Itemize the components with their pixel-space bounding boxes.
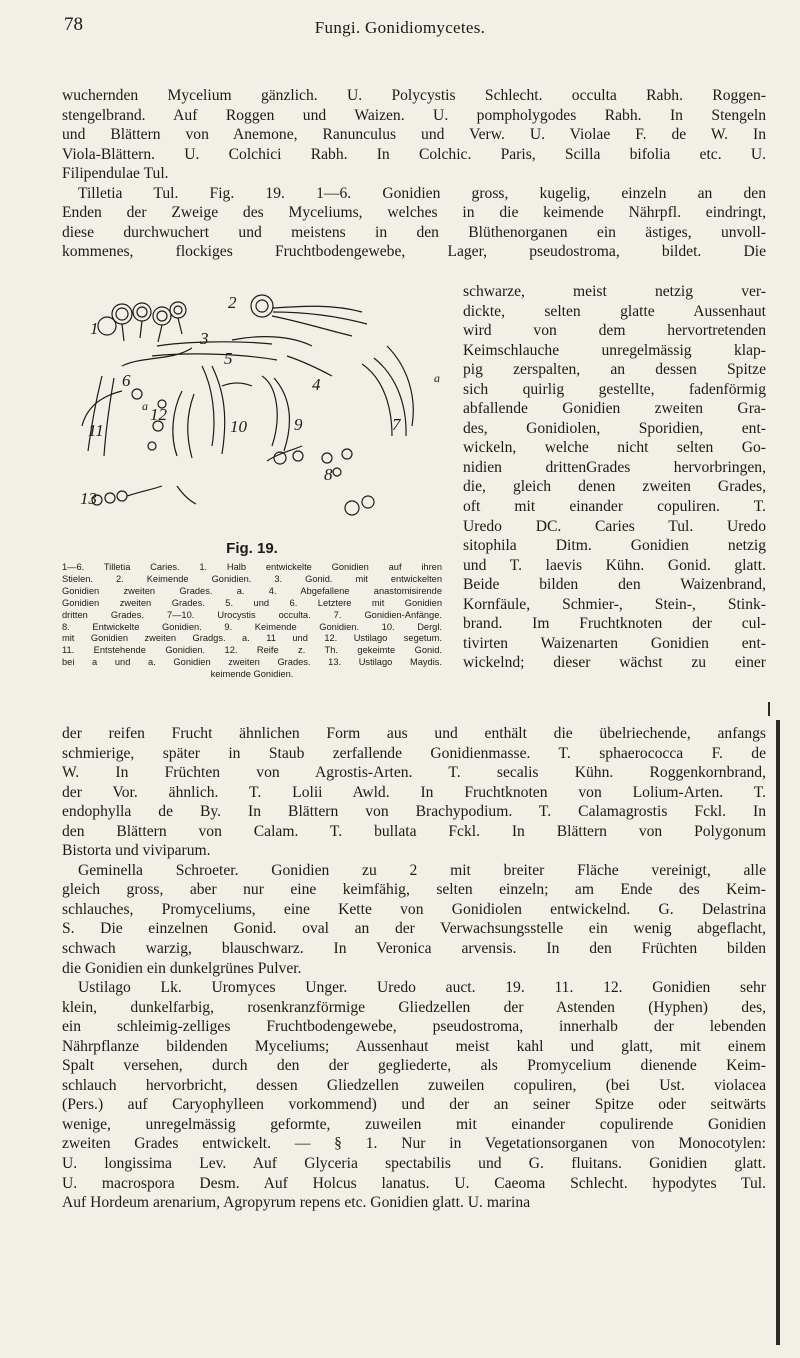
page-edge-bar [776,720,780,1345]
legend-line: dritten Grades. 7—10. Urocystis occulta. 7. Gonidien-Anfänge. [62,609,442,620]
group-11-13 [82,391,196,505]
legend-line: Gonidien zweiten Grades. 5. und 6. Letztere mit Gonidien [62,597,442,608]
text-line: schwach warzig, blauschwarz. In Veronica arvensis. In den Früchten bilden [62,940,766,958]
legend-line: 1—6. Tilletia Caries. 1. Halb entwickelte Gonidien auf ihren [62,562,442,572]
text-line: klein, dunkelfarbig, rosenkranzförmige Gliedzellen der Astenden (Hyphen) des, [62,998,766,1016]
text-line: und T. laevis Kühn. Gonid. glatt. [463,556,766,574]
fig-number-13: 13 [80,489,97,508]
fig-number-8: 8 [324,465,333,484]
text-line: abfallende Gonidien zweiten Gra- [463,400,766,418]
legend-line: bei a und a. Gonidien zweiten Grades. 13. Ustilago Maydis. [62,657,442,668]
text-line: wenige, unregelmässig geformte, zuweilen mit einander copulirende Gonidien [62,1115,766,1133]
fig-number-12: 12 [150,405,167,424]
text-line: wird von dem hervortretenden [463,322,766,340]
legend-line: 11. Entstehende Gonidien. 12. Reife z. Th. gekeimte Gonid. [62,645,442,656]
running-head: Fungi. Gonidiomycetes. [314,18,486,37]
fig-number-11: 11 [88,421,104,440]
text-line: den Blättern von Calam. T. bullata Fckl. In Blättern von Polygonum [62,822,766,840]
text-line: W. In Früchten von Agrostis-Arten. T. secalis Kühn. Roggenkornbrand, [62,764,766,782]
text-line: Filipendulae Tul. [62,165,169,183]
text-line: endophylla de By. In Blättern von Brachypodium. T. Calamagrostis Fckl. In [62,803,766,821]
text-line: S. Die einzelnen Gonid. oval an der Verwachsungsstelle ein wenig abgeflacht, [62,920,766,938]
text-line: Auf Hordeum arenarium, Agropyrum repens etc. Gonidien glatt. U. marina [62,1194,531,1212]
page-edge-mark [768,702,776,716]
text-block-top [62,86,766,262]
text-line: sich quirlig gestellte, fadenförmig [463,380,766,398]
text-line: diese durchwuchert und meistens in den Blüthenorganen ein ästiges, unvoll- [62,223,766,241]
fig-number-7: 7 [392,415,401,434]
page-number: 78 [64,14,83,35]
text-line: zweiten Grades entwickelt. — § 1. Nur in Vegetationsorganen von Monocotylen: [62,1135,766,1153]
fig-number-1: 1 [90,319,99,338]
text-line: Geminella Schroeter. Gonidien zu 2 mit breiter Fläche vereinigt, alle [78,861,766,879]
text-line: Uredo DC. Caries Tul. Uredo [463,517,766,535]
text-line: die Gonidien ein dunkelgrünes Pulver. [62,959,302,977]
fig-number-2: 2 [228,293,237,312]
text-line: wickeln, welche nicht selten Go- [463,439,766,457]
fig-number-10: 10 [230,417,247,436]
text-line: (Pers.) auf Caryophylleen vorkommend) und der an seiner Spitze oder seitwärts [62,1096,766,1114]
text-line: nidien drittenGrades hervorbringen, [463,458,766,476]
legend-line: keimende Gonidien. [210,669,294,680]
group-1-spores [98,302,186,342]
figure-19 [62,286,452,680]
text-line: Beide bilden den Waizenbrand, [463,576,766,594]
text-line: kommenes, flockiges Fruchtbodengewebe, Lager, pseudostroma, bildet. Die [62,243,766,261]
text-line: tivirten Waizenarten Gonidien ent- [463,634,766,652]
text-line: Keimschlauche unregelmässig klap- [463,341,766,359]
text-line: brand. Im Fruchtknoten der cul- [463,615,766,633]
text-line: Bistorta und viviparum. [62,842,211,860]
fig-number-4: 4 [312,375,321,394]
text-block-right [463,282,766,673]
text-line: und Blättern von Anemone, Ranunculus und Verw. U. Violae F. de W. In [62,126,766,144]
text-line: wuchernden Mycelium gänzlich. U. Polycystis Schlecht. occulta Rabh. Roggen- [62,87,766,104]
text-line: oft mit einander copuliren. T. [463,498,766,516]
text-line: Nährpflanze bildenden Myceliums; Aussenhaut meist kahl und glatt, mit einem [62,1037,766,1055]
fig-letter-a-left: a [142,399,148,413]
text-line: dickte, selten glatte Aussenhaut [463,302,766,320]
fig-number-3: 3 [200,329,209,348]
legend-line: mit Gonidien zweiten Gradgs. a. 11 und 12. Ustilago segetum. [62,633,442,644]
text-line: Enden der Zweige des Myceliums, welches in die keimende Nährpfl. eindringt, [62,204,766,222]
text-line: schwarze, meist netzig ver- [463,283,766,300]
text-block-bottom [62,724,766,1213]
legend-line: Gonidien zweiten Grades. a. 4. Abgefallene anastomisirende [62,585,442,596]
figure-legend [62,562,442,681]
fungal-spores-illustration [62,286,452,536]
text-line: des, Gonidiolen, Sporidien, ent- [463,419,766,437]
text-line: ein schleimig-zelliges Fruchtbodengewebe, pseudostroma, innerhalb der lebenden [62,1018,766,1036]
fig-number-5: 5 [224,349,233,368]
group-2-germinating [232,295,367,346]
text-line: der Vor. ähnlich. T. Lolii Awld. In Fruchtknoten von Lolium-Arten. T. [62,783,766,801]
text-line: U. longissima Lev. Auf Glyceria spectabilis und G. fluitans. Gonidien glatt. [62,1155,766,1173]
fig-number-6: 6 [122,371,131,390]
text-line: schmierige, später in Staub zerfallende Gonidienmasse. T. sphaerococca F. de [62,744,766,762]
text-line: stengelbrand. Auf Roggen und Waizen. U. pompholygodes Rabh. In Stengeln [62,106,766,124]
text-line: schlauch hervorbricht, dessen Gliedzellen zuweilen copuliren, (bei Ust. violacea [62,1076,766,1094]
text-line: Tilletia Tul. Fig. 19. 1—6. Gonidien gross, kugelig, einzeln an den [78,184,766,202]
legend-line: Stielen. 2. Keimende Gonidien. 3. Gonid. mit entwickelten [62,573,442,584]
text-line: Kornfäule, Schmier-, Stein-, Stink- [463,595,766,613]
text-line: die, gleich denen zweiten Grades, [463,478,766,496]
figure-caption-label: Fig. 19. [226,540,278,557]
text-line: pig zerspalten, an dessen Spitze [463,361,766,379]
text-line: Ustilago Lk. Uromyces Unger. Uredo auct. 19. 11. 12. Gonidien sehr [78,979,766,997]
fig-letter-a-top: a [434,371,440,385]
fig-number-9: 9 [294,415,303,434]
text-line: sitophila Ditm. Gonidien netzig [463,537,766,555]
text-line: U. macrospora Desm. Auf Holcus lanatus. U. Caeoma Schlecht. hypodytes Tul. [62,1174,766,1192]
text-line: der reifen Frucht ähnlichen Form aus und enthält die übelriechende, anfangs [62,725,766,742]
legend-line: 8. Entwickelte Gonidien. 9. Keimende Gonidien. 10. Dergl. [62,621,442,632]
text-line: wickelnd; dieser wächst zu einer [463,654,766,672]
text-line: Viola-Blättern. U. Colchici Rabh. In Colchic. Paris, Scilla bifolia etc. U. [62,145,766,163]
text-line: gleich gross, aber nur eine keimfähig, selten einzeln; am Ende des Keim- [62,881,766,899]
text-line: Spalt versehen, durch den der gegliederte, als Promycelium dienende Keim- [62,1057,766,1075]
text-line: schlauches, Promyceliums, eine Kette von Gonidiolen entwickelnd. G. Delastrina [62,900,766,918]
